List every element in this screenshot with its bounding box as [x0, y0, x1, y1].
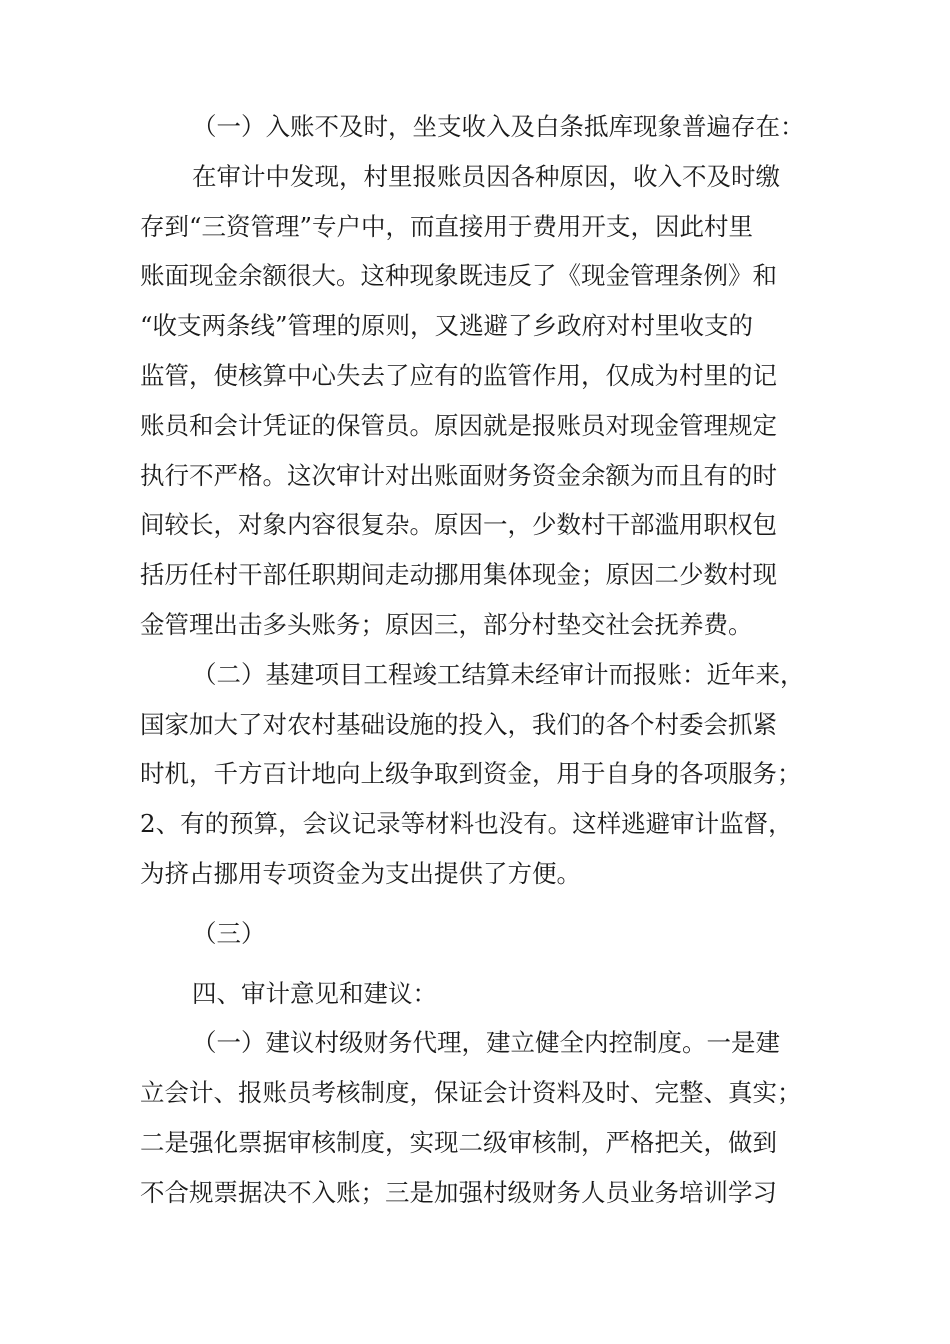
section-heading: 四、审计意见和建议：: [192, 978, 437, 1008]
paragraph-line: 在审计中发现，村里报账员因各种原因，收入不及时缴: [192, 161, 780, 191]
paragraph-line: 执行不严格。这次审计对出账面财务资金余额为而且有的时: [140, 460, 777, 490]
paragraph-line: “收支两条线”管理的原则，又逃避了乡政府对村里收支的: [140, 311, 754, 341]
paragraph-line: 时机，千方百计地向上级争取到资金，用于自身的各项服务；: [140, 759, 802, 789]
paragraph-line: 立会计、报账员考核制度，保证会计资料及时、完整、真实；: [140, 1078, 802, 1108]
paragraph-line: 不合规票据决不入账；三是加强村级财务人员业务培训学习: [140, 1177, 777, 1207]
paragraph-line: 间较长，对象内容很复杂。原因一，少数村干部滥用职权包: [140, 510, 777, 540]
paragraph-line: 存到“三资管理”专户中，而直接用于费用开支，因此村里: [140, 211, 754, 241]
paragraph-line: 账面现金余额很大。这种现象既违反了《现金管理条例》和: [140, 261, 777, 291]
paragraph-line: （一）建议村级财务代理，建立健全内控制度。一是建: [192, 1028, 780, 1058]
document-body: [140, 102, 810, 1218]
paragraph-line: （三）: [192, 918, 266, 948]
paragraph-line: 为挤占挪用专项资金为支出提供了方便。: [140, 858, 581, 888]
paragraph-line: 监管，使核算中心失去了应有的监管作用，仅成为村里的记: [140, 360, 777, 390]
spacer: [140, 899, 810, 909]
paragraph-line: 二是强化票据审核制度，实现二级审核制，严格把关，做到: [140, 1127, 777, 1157]
paragraph-line: 括历任村干部任职期间走动挪用集体现金；原因二少数村现: [140, 560, 777, 590]
paragraph-line: 账员和会计凭证的保管员。原因就是报账员对现金管理规定: [140, 410, 777, 440]
paragraph-line: 金管理出击多头账务；原因三，部分村垫交社会抚养费。: [140, 609, 753, 639]
paragraph-line: （一）入账不及时，坐支收入及白条抵库现象普遍存在：: [192, 112, 805, 141]
spacer: [140, 959, 810, 969]
paragraph-line: （二）基建项目工程竣工结算未经审计而报账：近年来，: [192, 659, 805, 689]
paragraph-line: 2、有的预算，会议记录等材料也没有。这样逃避审计监督，: [140, 809, 793, 839]
paragraph-line: 国家加大了对农村基础设施的投入，我们的各个村委会抓紧: [140, 709, 777, 739]
